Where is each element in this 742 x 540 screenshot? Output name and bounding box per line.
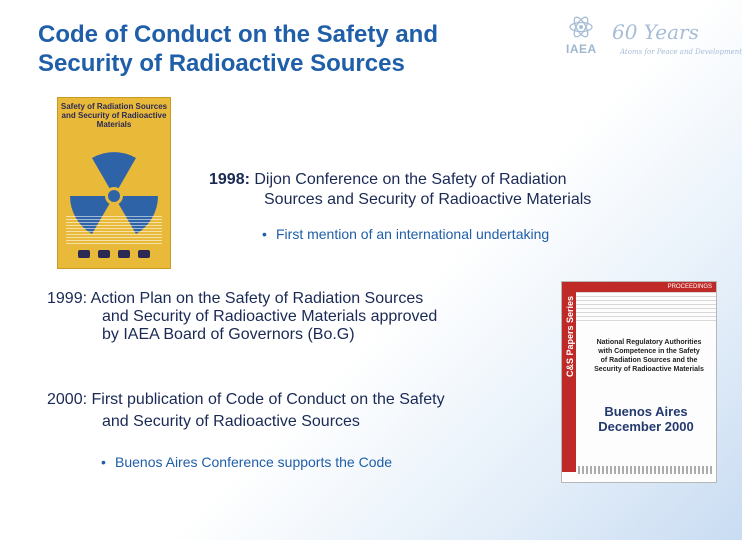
entry-2000-bullet <box>101 454 392 470</box>
logo-mark-icon <box>138 250 150 258</box>
entry-1999-line-3: by IAEA Board of Governors (Bo.G) <box>102 326 355 343</box>
bullet-icon: • <box>262 226 267 242</box>
entry-2000-line-2: and Security of Radioactive Sources <box>102 413 360 430</box>
cover2-fine-print <box>576 292 716 322</box>
entry-1998-bullet <box>262 226 549 242</box>
logo-org-name: IAEA <box>566 42 597 56</box>
cover2-city: Buenos Aires <box>604 404 688 419</box>
entry-2000-line-1: 2000: First publication of Code of Conduct on the Safety <box>47 391 445 408</box>
iaea-logo <box>560 12 742 60</box>
cover2-date: December 2000 <box>598 419 694 434</box>
cover2-series-band <box>562 292 576 472</box>
logo-mark-icon <box>78 250 90 258</box>
book-cover-1998 <box>58 98 170 268</box>
logo-tagline: Atoms for Peace and Development <box>620 48 742 56</box>
entry-2000-bullet-text: Buenos Aires Conference supports the Code <box>115 454 393 470</box>
slide-title-line-2: Security of Radioactive Sources <box>38 50 405 77</box>
entry-2000 <box>47 389 547 433</box>
entry-1998 <box>209 170 689 210</box>
cover1-title: Safety of Radiation Sources and Security of Radioactive Materials <box>60 102 168 129</box>
logo-mark-icon <box>98 250 110 258</box>
slide-title-line-1: Code of Conduct on the Safety and <box>38 21 438 48</box>
entry-1998-line-2: Sources and Security of Radioactive Materials <box>264 191 592 208</box>
cover2-location <box>576 404 716 434</box>
logo-years: 60 Years <box>612 20 699 44</box>
entry-1999 <box>47 290 547 344</box>
cover2-title: National Regulatory Authorities with Competence in the Safety of Radiation Sources and the Security of Radioactive Materials <box>594 339 704 373</box>
bullet-icon: • <box>101 454 106 470</box>
cover1-fine-print <box>66 216 162 244</box>
entry-1999-line-2: and Security of Radioactive Materials approved <box>102 308 438 325</box>
entry-1998-year: 1998: <box>209 171 250 188</box>
logo-mark-icon <box>118 250 130 258</box>
atom-emblem-icon <box>568 14 594 40</box>
entry-1999-line-1: 1999: Action Plan on the Safety of Radiation Sources <box>47 290 424 307</box>
entry-1998-bullet-text: First mention of an international undertaking <box>276 226 550 242</box>
cover2-footer <box>578 466 712 474</box>
book-cover-2000 <box>562 282 716 482</box>
cover2-series: C&S Papers Series <box>565 295 575 377</box>
cover2-header: PROCEEDINGS <box>562 282 716 292</box>
entry-1998-line-1: Dijon Conference on the Safety of Radiation <box>254 171 567 188</box>
slide-title <box>38 20 538 78</box>
cover1-logos <box>78 250 150 260</box>
